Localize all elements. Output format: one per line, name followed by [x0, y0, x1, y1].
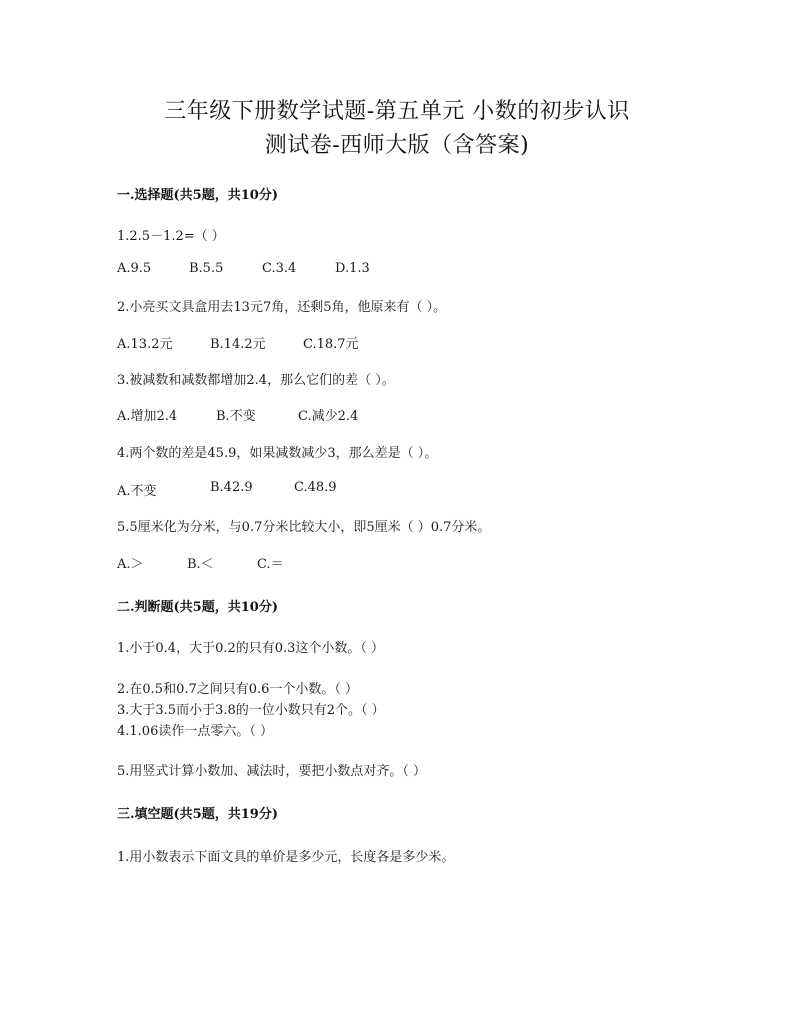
section-heading-fill: 三.填空题(共5题，共19分) — [117, 807, 278, 822]
option-a: A.＞ — [117, 557, 144, 572]
judge-item: 4.1.06读作一点零六。（ ） — [117, 724, 273, 739]
judge-item: 3.大于3.5而小于3.8的一位小数只有2个。（ ） — [117, 703, 385, 718]
question-text: 2.小亮买文具盒用去13元7角，还剩5角，他原来有（ ）。 — [117, 300, 447, 315]
question-text: 4.两个数的差是45.9，如果减数减少3，那么差是（ ）。 — [117, 446, 438, 461]
option-b: B.14.2元 — [210, 337, 266, 352]
option-c: C.减少2.4 — [298, 409, 359, 424]
option-a: A.9.5 — [117, 261, 152, 276]
question-text: 1.2.5－1.2=（ ） — [117, 229, 225, 244]
option-row — [117, 333, 359, 352]
option-c: C.18.7元 — [303, 337, 359, 352]
option-d: D.1.3 — [335, 261, 370, 276]
option-row — [117, 480, 337, 499]
option-c: C.3.4 — [262, 261, 297, 276]
option-b: B.＜ — [187, 557, 214, 572]
option-b: B.42.9 — [210, 480, 253, 495]
judge-item: 1.小于0.4，大于0.2的只有0.3这个小数。（ ） — [117, 641, 385, 656]
option-a: A.13.2元 — [117, 337, 173, 352]
page-title-line1: 三年级下册数学试题-第五单元 小数的初步认识 — [164, 99, 630, 124]
judge-item: 5.用竖式计算小数加、减法时，要把小数点对齐。（ ） — [117, 764, 427, 779]
option-b: B.5.5 — [189, 261, 224, 276]
option-row — [117, 261, 370, 276]
section-heading-judge: 二.判断题(共5题，共10分) — [117, 600, 278, 615]
option-a: A.不变 — [117, 484, 157, 499]
option-b: B.不变 — [216, 409, 256, 424]
section-heading-choice: 一.选择题(共5题，共10分) — [117, 188, 278, 203]
option-a: A.增加2.4 — [117, 409, 178, 424]
option-row — [117, 553, 284, 572]
question-text: 3.被减数和减数都增加2.4，那么它们的差（ ）。 — [117, 373, 395, 388]
option-c: C.＝ — [257, 557, 284, 572]
option-c: C.48.9 — [294, 480, 337, 495]
page-title-line2: 测试卷-西师大版（含答案) — [264, 133, 530, 158]
question-text: 1.用小数表示下面文具的单价是多少元，长度各是多少米。 — [117, 850, 455, 865]
question-text: 5.5厘米化为分米，与0.7分米比较大小，即5厘米（ ）0.7分米。 — [117, 520, 491, 535]
judge-item: 2.在0.5和0.7之间只有0.6一个小数。（ ） — [117, 682, 359, 697]
option-row — [117, 405, 358, 424]
